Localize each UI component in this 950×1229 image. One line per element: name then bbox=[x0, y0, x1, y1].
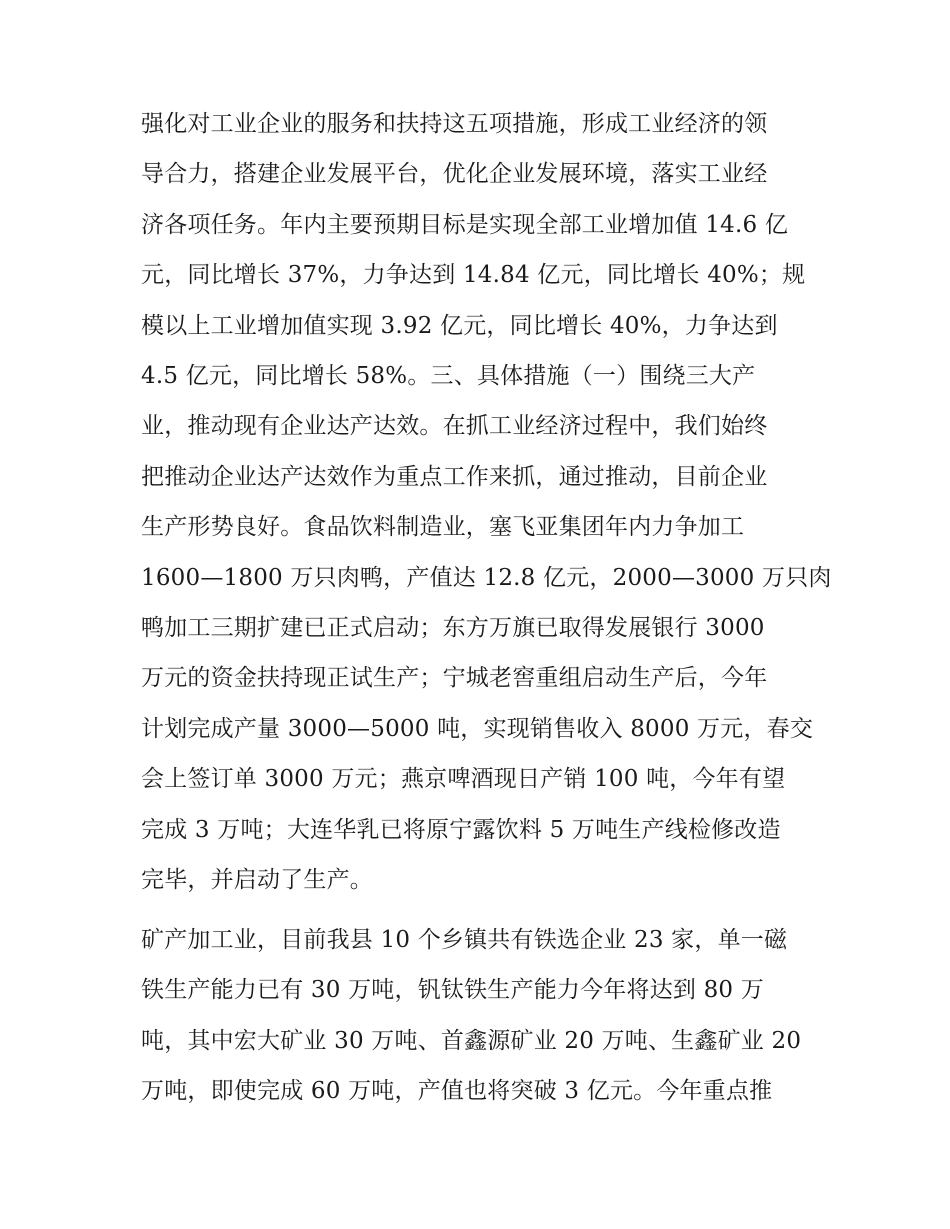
text-line: 济各项任务。年内主要预期目标是实现全部工业增加值 14.6 亿 bbox=[141, 212, 789, 238]
text-line: 鸭加工三期扩建已正式启动；东方万旗已取得发展银行 3000 bbox=[141, 615, 765, 641]
text-line: 万吨，即使完成 60 万吨，产值也将突破 3 亿元。今年重点推 bbox=[141, 1078, 773, 1104]
text-line: 计划完成产量 3000—5000 吨，实现销售收入 8000 万元，春交 bbox=[141, 716, 814, 742]
text-line: 吨，其中宏大矿业 30 万吨、首鑫源矿业 20 万吨、生鑫矿业 20 bbox=[141, 1028, 802, 1054]
text-line: 4.5 亿元，同比增长 58%。三、具体措施（一）围绕三大产 bbox=[141, 363, 756, 389]
text-line: 把推动企业达产达效作为重点工作来抓，通过推动，目前企业 bbox=[141, 464, 768, 490]
text-line: 业，推动现有企业达产达效。在抓工业经济过程中，我们始终 bbox=[141, 413, 768, 439]
text-line: 会上签订单 3000 万元；燕京啤酒现日产销 100 吨，今年有望 bbox=[141, 766, 786, 792]
text-line: 元，同比增长 37%，力争达到 14.84 亿元，同比增长 40%；规 bbox=[141, 262, 806, 288]
text-line: 矿产加工业，目前我县 10 个乡镇共有铁选企业 23 家，单一磁 bbox=[141, 927, 788, 953]
text-line: 铁生产能力已有 30 万吨，钒钛铁生产能力今年将达到 80 万 bbox=[141, 977, 764, 1003]
text-line: 完毕，并启动了生产。 bbox=[141, 867, 373, 893]
text-line: 生产形势良好。食品饮料制造业，塞飞亚集团年内力争加工 bbox=[141, 514, 745, 540]
text-line: 强化对工业企业的服务和扶持这五项措施，形成工业经济的领 bbox=[141, 111, 768, 137]
text-line: 完成 3 万吨；大连华乳已将原宁露饮料 5 万吨生产线检修改造 bbox=[141, 817, 781, 843]
text-line: 1600—1800 万只肉鸭，产值达 12.8 亿元，2000—3000 万只肉 bbox=[141, 565, 832, 591]
text-line: 导合力，搭建企业发展平台，优化企业发展环境，落实工业经 bbox=[141, 161, 768, 187]
text-line: 模以上工业增加值实现 3.92 亿元，同比增长 40%，力争达到 bbox=[141, 313, 778, 339]
text-line: 万元的资金扶持现正试生产；宁城老窖重组启动生产后，今年 bbox=[141, 665, 768, 691]
